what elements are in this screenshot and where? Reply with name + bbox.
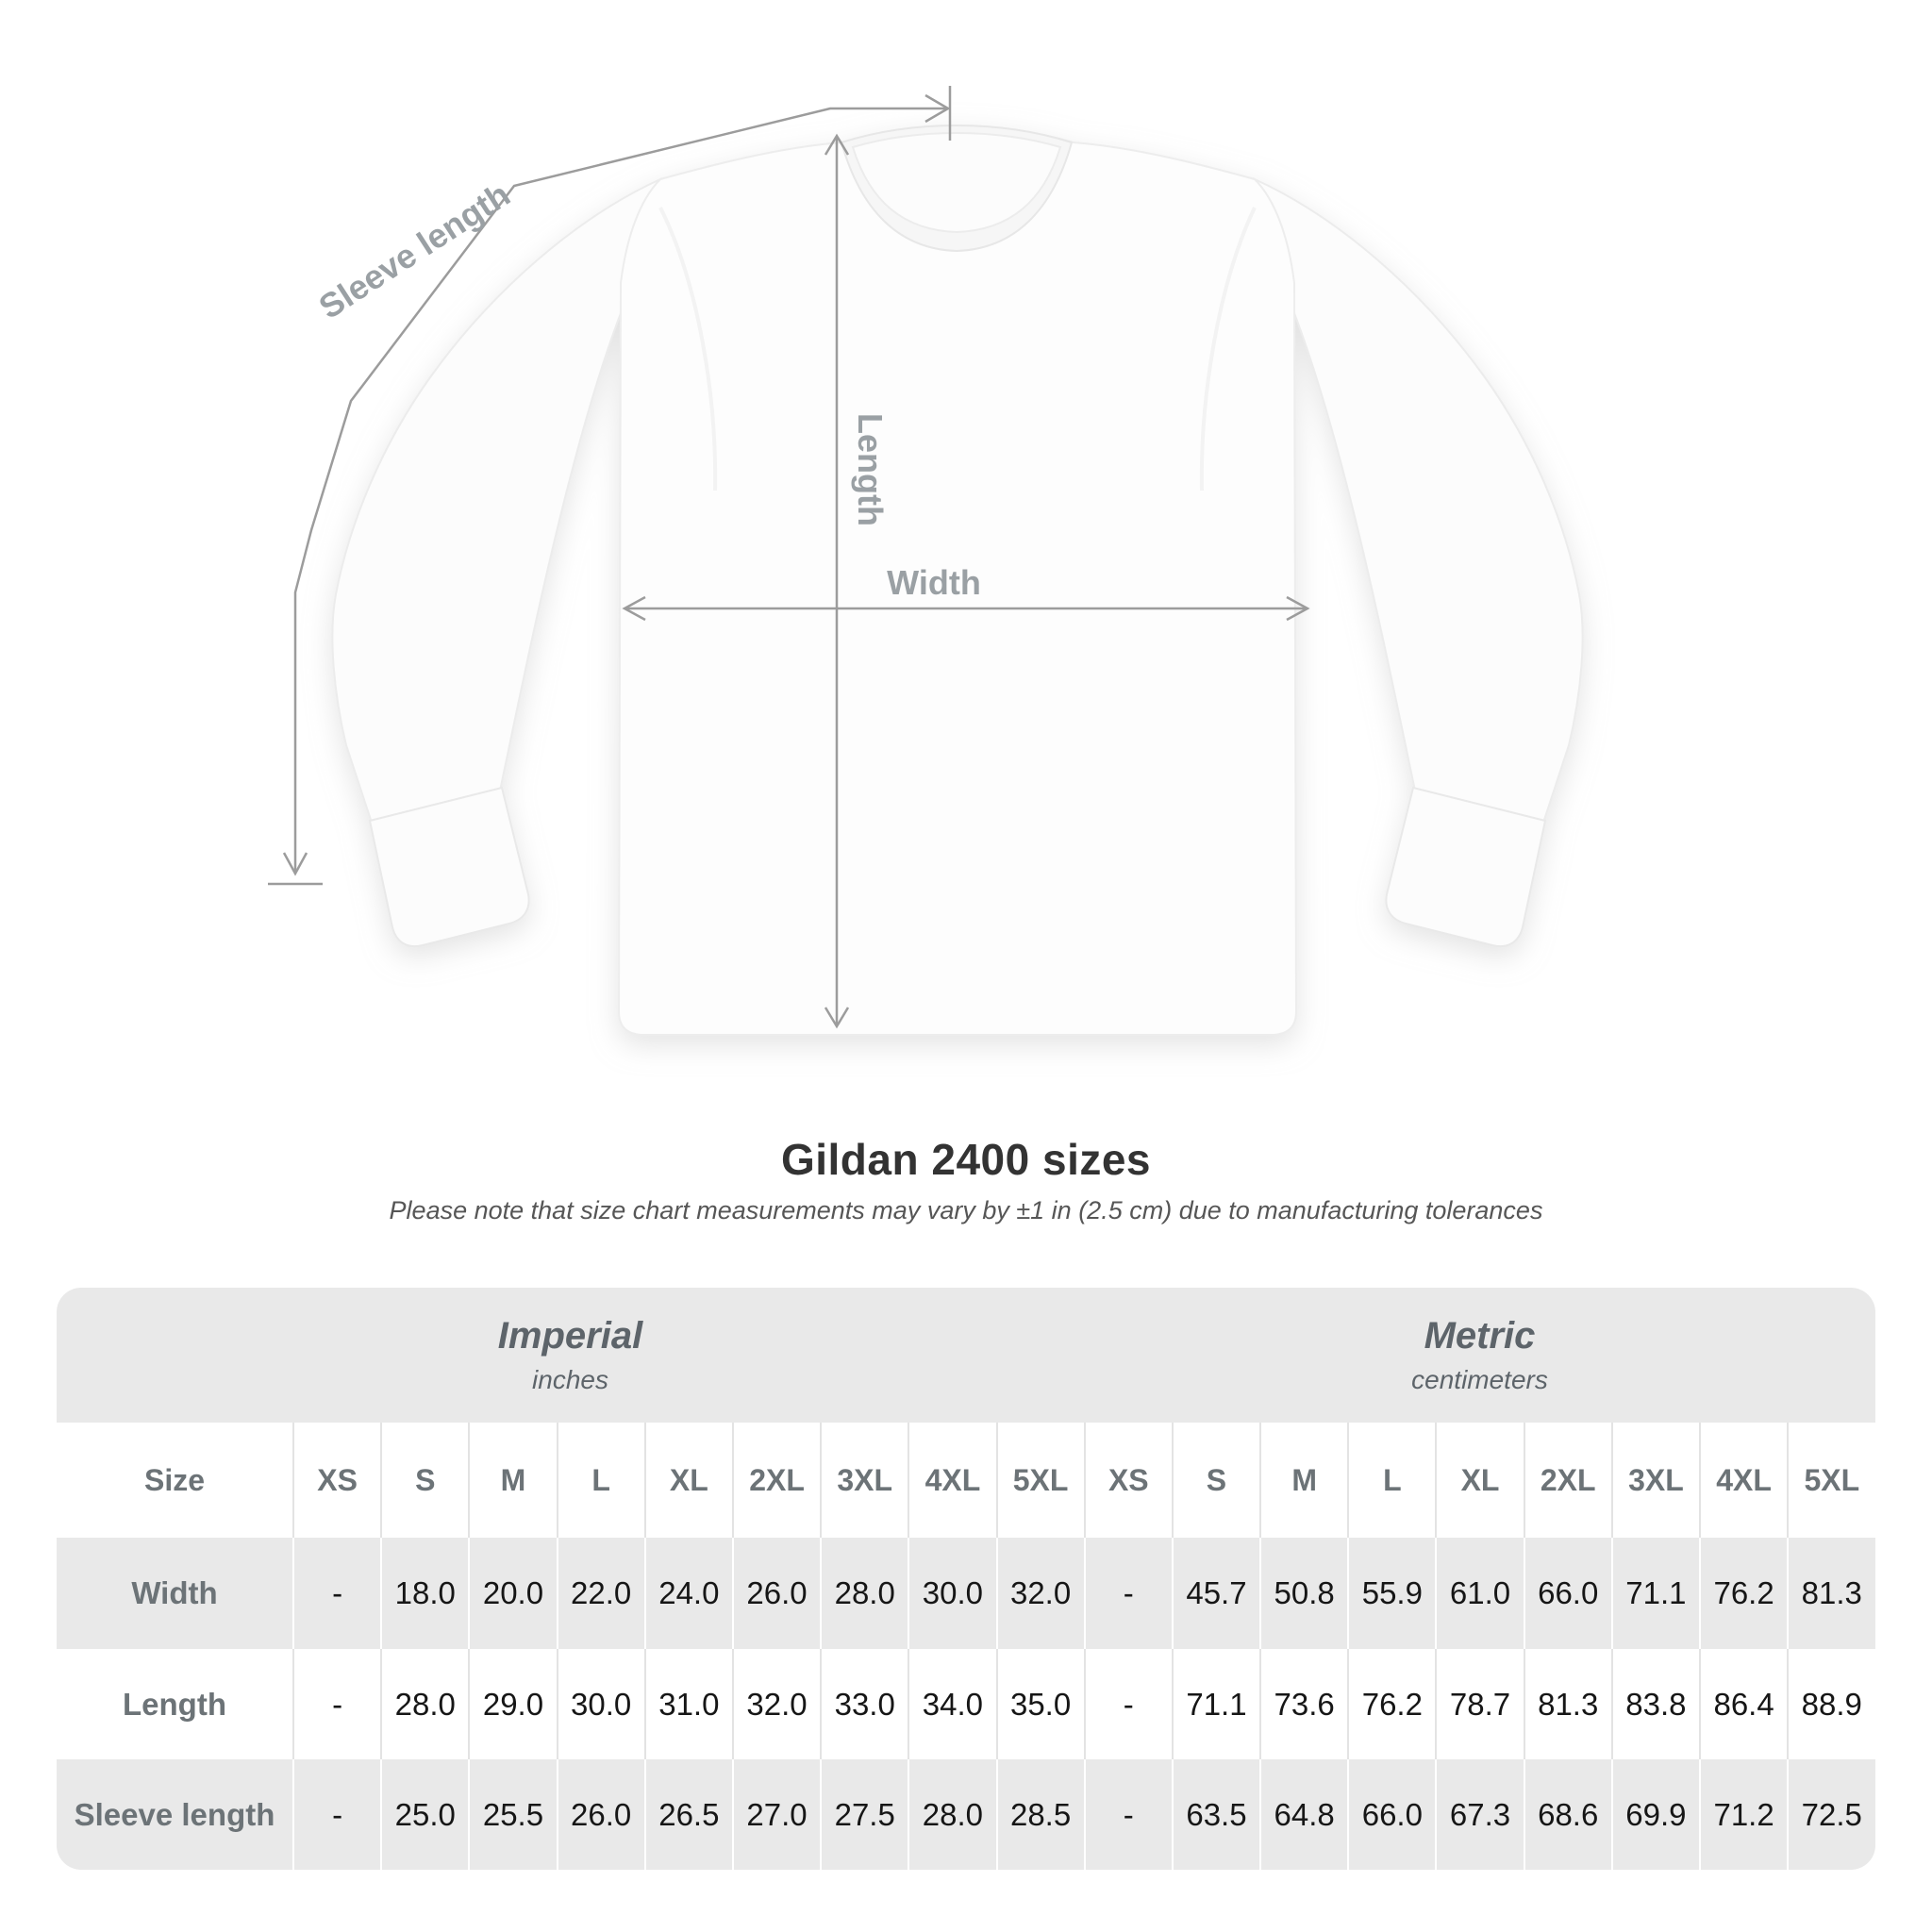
- value-cell: -: [292, 1649, 380, 1759]
- size-col-imperial-3xl: 3XL: [820, 1423, 908, 1538]
- metric-unit-label: centimeters: [1411, 1365, 1548, 1394]
- value-cell: 67.3: [1435, 1759, 1523, 1870]
- value-cell: 32.0: [996, 1538, 1084, 1649]
- value-cell: 27.0: [732, 1759, 820, 1870]
- imperial-unit-label: inches: [532, 1365, 608, 1394]
- value-cell: 71.1: [1172, 1649, 1259, 1759]
- value-cell: 18.0: [380, 1538, 468, 1649]
- size-col-metric-s: S: [1172, 1423, 1259, 1538]
- size-col-imperial-2xl: 2XL: [732, 1423, 820, 1538]
- size-col-imperial-xs: XS: [292, 1423, 380, 1538]
- size-col-imperial-m: M: [468, 1423, 556, 1538]
- value-cell: 61.0: [1435, 1538, 1523, 1649]
- tolerance-note: Please note that size chart measurements may vary by ±1 in (2.5 cm) due to manufacturing tolerances: [389, 1196, 1543, 1224]
- size-col-metric-3xl: 3XL: [1611, 1423, 1699, 1538]
- sleeve-length-label: Sleeve length: [311, 175, 517, 326]
- size-column-header: Size: [143, 1462, 206, 1497]
- value-cell: 22.0: [557, 1538, 644, 1649]
- shirt-right-sleeve: [1255, 179, 1583, 823]
- value-cell: 72.5: [1787, 1759, 1874, 1870]
- page-title: Gildan 2400 sizes: [780, 1135, 1152, 1184]
- value-cell: 66.0: [1347, 1759, 1435, 1870]
- value-cell: 26.0: [557, 1759, 644, 1870]
- metric-label: Metric: [1424, 1315, 1536, 1357]
- value-cell: 35.0: [996, 1649, 1084, 1759]
- size-col-imperial-5xl: 5XL: [996, 1423, 1084, 1538]
- value-cell: 76.2: [1347, 1649, 1435, 1759]
- value-cell: 27.5: [820, 1759, 908, 1870]
- size-col-imperial-s: S: [380, 1423, 468, 1538]
- imperial-label: Imperial: [497, 1315, 643, 1357]
- length-label: Length: [851, 413, 890, 526]
- value-cell: -: [1084, 1538, 1172, 1649]
- value-cell: 26.5: [644, 1759, 732, 1870]
- value-cell: 68.6: [1524, 1759, 1611, 1870]
- size-col-metric-4xl: 4XL: [1699, 1423, 1787, 1538]
- size-col-metric-m: M: [1259, 1423, 1347, 1538]
- value-cell: 28.0: [908, 1759, 995, 1870]
- value-cell: -: [1084, 1759, 1172, 1870]
- size-col-metric-xs: XS: [1084, 1423, 1172, 1538]
- value-cell: 25.0: [380, 1759, 468, 1870]
- value-cell: 71.1: [1611, 1538, 1699, 1649]
- value-cell: 76.2: [1699, 1538, 1787, 1649]
- value-cell: 81.3: [1524, 1649, 1611, 1759]
- value-cell: 32.0: [732, 1649, 820, 1759]
- table-row-length: [57, 1649, 1875, 1759]
- value-cell: 86.4: [1699, 1649, 1787, 1759]
- value-cell: 20.0: [468, 1538, 556, 1649]
- width-label: Width: [887, 563, 981, 602]
- size-col-imperial-xl: XL: [644, 1423, 732, 1538]
- value-cell: 45.7: [1172, 1538, 1259, 1649]
- size-col-imperial-l: L: [557, 1423, 644, 1538]
- value-cell: 30.0: [908, 1538, 995, 1649]
- value-cell: 25.5: [468, 1759, 556, 1870]
- value-cell: -: [292, 1538, 380, 1649]
- value-cell: 78.7: [1435, 1649, 1523, 1759]
- value-cell: 83.8: [1611, 1649, 1699, 1759]
- table-row-width: [57, 1538, 1875, 1649]
- unit-header-band: [57, 1288, 1875, 1423]
- value-cell: 66.0: [1524, 1538, 1611, 1649]
- value-cell: 69.9: [1611, 1759, 1699, 1870]
- value-cell: 31.0: [644, 1649, 732, 1759]
- value-cell: 71.2: [1699, 1759, 1787, 1870]
- size-table: [57, 1288, 1875, 1870]
- size-col-metric-l: L: [1347, 1423, 1435, 1538]
- value-cell: 26.0: [732, 1538, 820, 1649]
- size-col-metric-2xl: 2XL: [1524, 1423, 1611, 1538]
- value-cell: 55.9: [1347, 1538, 1435, 1649]
- metric-header-cell: [1084, 1288, 1875, 1423]
- value-cell: -: [1084, 1649, 1172, 1759]
- value-cell: 64.8: [1259, 1759, 1347, 1870]
- value-cell: 28.5: [996, 1759, 1084, 1870]
- size-col-imperial-4xl: 4XL: [908, 1423, 995, 1538]
- value-cell: 73.6: [1259, 1649, 1347, 1759]
- imperial-header-cell: [57, 1288, 1084, 1423]
- table-row-sleeve-length: [57, 1759, 1875, 1870]
- value-cell: 88.9: [1787, 1649, 1874, 1759]
- value-cell: 30.0: [557, 1649, 644, 1759]
- value-cell: 33.0: [820, 1649, 908, 1759]
- value-cell: 28.0: [820, 1538, 908, 1649]
- size-col-metric-xl: XL: [1435, 1423, 1523, 1538]
- size-header-row: [57, 1423, 1875, 1538]
- value-cell: 29.0: [468, 1649, 556, 1759]
- value-cell: 28.0: [380, 1649, 468, 1759]
- value-cell: 81.3: [1787, 1538, 1874, 1649]
- value-cell: 50.8: [1259, 1538, 1347, 1649]
- value-cell: -: [292, 1759, 380, 1870]
- row-label-length: Length: [123, 1686, 226, 1722]
- row-label-width: Width: [131, 1575, 218, 1610]
- value-cell: 34.0: [908, 1649, 995, 1759]
- row-label-sleeve-length: Sleeve length: [74, 1796, 275, 1832]
- value-cell: 63.5: [1172, 1759, 1259, 1870]
- value-cell: 24.0: [644, 1538, 732, 1649]
- size-col-metric-5xl: 5XL: [1787, 1423, 1874, 1538]
